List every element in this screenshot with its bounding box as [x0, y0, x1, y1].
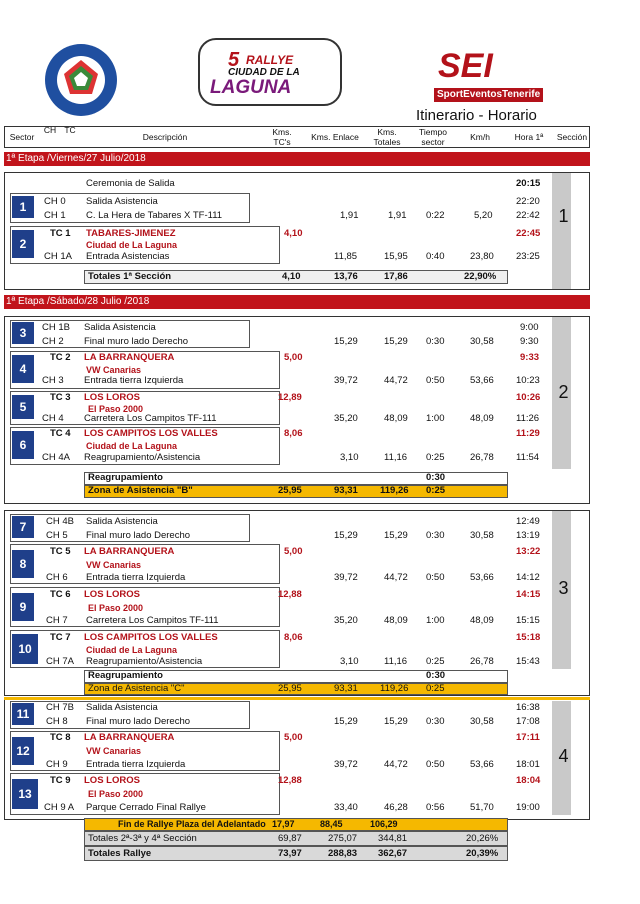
row-hora: 12:49 [516, 516, 540, 527]
row-total: 46,28 [384, 802, 408, 813]
row-total: 44,72 [384, 759, 408, 770]
row-desc: Carretera Los Campitos TF-111 [84, 413, 217, 424]
fin-rallye-total: 106,29 [370, 819, 398, 829]
row-code: TC 3 [50, 392, 71, 403]
totales-234-pct: 20,26% [466, 833, 499, 844]
totales-rallye-enlace: 288,83 [328, 848, 358, 859]
row-kms-tc: 12,88 [278, 589, 302, 600]
row-desc: Salida Asistencia [86, 196, 158, 207]
row-code: CH 1A [44, 251, 72, 262]
row-hora: 14:15 [516, 589, 541, 600]
col-tiempo-1: Tiempo [418, 127, 448, 137]
row-code: CH 5 [46, 530, 68, 541]
row-hora: 14:12 [516, 572, 540, 583]
row-code: CH 8 [46, 716, 68, 727]
row-hora: 13:19 [516, 530, 540, 541]
row-tiempo: 1:00 [426, 413, 445, 424]
row-enlace: 11,85 [334, 251, 358, 262]
row-desc-sub: El Paso 2000 [88, 789, 144, 799]
row-total: 15,29 [384, 336, 408, 347]
row-code: CH 7 [46, 615, 68, 626]
row-total: 15,29 [384, 530, 408, 541]
row-desc-sub: El Paso 2000 [88, 603, 144, 613]
totales-234-enlace: 275,07 [328, 833, 358, 844]
row-hora: 11:54 [516, 452, 540, 463]
row-kmh: 23,80 [470, 251, 494, 262]
row-desc: Parque Cerrado Final Rallye [86, 802, 206, 813]
row-code: CH 9 [46, 759, 68, 770]
section-number: 2 [558, 382, 569, 402]
row-code: TC 5 [50, 546, 71, 557]
fin-rallye-enlace: 88,45 [320, 819, 343, 829]
row-hora: 11:26 [516, 413, 540, 424]
row-desc: Entrada Asistencias [86, 251, 170, 262]
row-desc: Salida Asistencia [86, 702, 158, 713]
row-code: TC 7 [50, 632, 71, 643]
row-tiempo: 0:50 [426, 759, 445, 770]
totales-1-tc: 4,10 [282, 271, 301, 282]
col-descripcion: Descripción [142, 132, 188, 142]
row-code: TC 9 [50, 775, 71, 786]
row-total: 11,16 [384, 452, 408, 463]
row-total: 48,09 [384, 413, 408, 424]
row-tiempo: 0:30 [426, 530, 445, 541]
zona-c-tc: 25,95 [278, 683, 302, 694]
row-kmh: 26,78 [470, 656, 494, 667]
sector-number: 12 [12, 737, 34, 765]
row-code: CH 7A [46, 656, 74, 667]
row-desc: LOS LOROS [84, 392, 140, 403]
col-tiempo-2: sector [421, 137, 445, 147]
totales-234-tc: 69,87 [278, 833, 302, 844]
row-tiempo: 0:30 [426, 336, 445, 347]
row-kms-tc: 5,00 [284, 732, 303, 743]
federation-emblem-icon [38, 42, 124, 118]
row-code: CH 4 [42, 413, 64, 424]
totales-234-label: Totales 2ª-3ª y 4ª Sección [88, 833, 197, 844]
row-code: CH 2 [42, 336, 64, 347]
row-enlace: 33,40 [334, 802, 358, 813]
totales-1-pct: 22,90% [464, 271, 497, 282]
row-enlace: 15,29 [334, 716, 358, 727]
row-hora: 10:26 [516, 392, 541, 403]
row-total: 11,16 [384, 656, 408, 667]
row-enlace: 15,29 [334, 336, 358, 347]
zona-b-enlace: 93,31 [334, 485, 358, 496]
row-hora: 15:18 [516, 632, 541, 643]
col-ch: CH [43, 125, 57, 135]
zona-b-label: Zona de Asistencia "B" [88, 485, 193, 496]
row-desc: LOS LOROS [84, 775, 140, 786]
zona-c-enlace: 93,31 [334, 683, 358, 694]
totales-1-enlace: 13,76 [334, 271, 358, 282]
row-code: CH 9 A [44, 802, 75, 813]
row-desc-sub: El Paso 2000 [88, 404, 144, 414]
fin-rallye-label: Fin de Rallye Plaza del Adelantado [118, 819, 266, 829]
row-enlace: 35,20 [334, 615, 358, 626]
row-code: CH 0 [44, 196, 66, 207]
row-desc: Entrada tierra Izquierda [84, 375, 184, 386]
federation-logo [38, 42, 124, 118]
row-hora: 22:42 [516, 210, 540, 221]
sector-number: 13 [12, 779, 38, 809]
row-hora: 15:43 [516, 656, 540, 667]
row-kms-tc: 5,00 [284, 546, 303, 557]
row-code: TC 4 [50, 428, 71, 439]
totales-rallye-tc: 73,97 [278, 848, 302, 859]
sector-number: 8 [12, 550, 34, 578]
row-code: TC 2 [50, 352, 71, 363]
row-tiempo: 0:25 [426, 452, 445, 463]
row-enlace: 15,29 [334, 530, 358, 541]
row-desc: Final muro lado Derecho [84, 336, 189, 347]
row-desc: LOS CAMPITOS LOS VALLES [84, 632, 218, 643]
row-total: 44,72 [384, 375, 408, 386]
totales-rallye-label: Totales Rallye [88, 848, 152, 859]
row-hora: 13:22 [516, 546, 541, 557]
row-kmh: 48,09 [470, 615, 494, 626]
sector-number: 6 [12, 431, 34, 459]
col-kms-enlace: Kms. Enlace [311, 132, 359, 142]
sector-number: 10 [12, 634, 38, 664]
sector-number: 4 [12, 355, 34, 383]
etapa-1-band: 1ª Etapa /Viernes/27 Julio/2018 [4, 152, 590, 166]
col-kms-totales-1: Kms. [377, 127, 397, 137]
row-code: TC 6 [50, 589, 71, 600]
row-code: CH 6 [46, 572, 68, 583]
row-desc-sub: Ciudad de La Laguna [86, 441, 178, 451]
row-kmh: 5,20 [474, 210, 493, 221]
section-1-label [552, 173, 571, 289]
sector-number: 11 [12, 703, 34, 725]
row-enlace: 3,10 [340, 452, 359, 463]
row-hora: 16:38 [516, 702, 540, 713]
zona-b-tc: 25,95 [278, 485, 302, 496]
row-kmh: 26,78 [470, 452, 494, 463]
row-tiempo: 1:00 [426, 615, 445, 626]
header-row [4, 126, 590, 148]
section-number: 3 [558, 578, 569, 598]
totales-1-label: Totales 1ª Sección [88, 271, 172, 282]
col-kmh: Km/h [470, 132, 490, 142]
doc-title: Itinerario - Horario [416, 107, 537, 124]
row-total: 48,09 [384, 615, 408, 626]
row-tiempo: 0:22 [426, 210, 445, 221]
zona-c-total: 119,26 [380, 683, 409, 694]
row-tiempo: 0:40 [426, 251, 445, 262]
row-code: CH 3 [42, 375, 64, 386]
row-total: 15,95 [384, 251, 408, 262]
row-hora: 17:08 [516, 716, 540, 727]
rally-logo [198, 38, 342, 106]
row-code: TC 8 [50, 732, 71, 743]
row-enlace: 39,72 [334, 759, 358, 770]
row-desc: TABARES-JIMENEZ [86, 228, 176, 239]
row-desc: LA BARRANQUERA [84, 352, 175, 363]
section-number: 1 [558, 206, 569, 226]
row-desc-sub: VW Canarias [86, 365, 142, 375]
totales-rallye-pct: 20,39% [466, 848, 499, 859]
row-desc: Entrada tierra Izquierda [86, 572, 186, 583]
row-kms-tc: 5,00 [284, 352, 303, 363]
row-kmh: 53,66 [470, 759, 494, 770]
row-desc: Final muro lado Derecho [86, 716, 191, 727]
row-kms-tc: 8,06 [284, 428, 303, 439]
row-enlace: 39,72 [334, 572, 358, 583]
row-desc-sub: VW Canarias [86, 560, 142, 570]
zona-c-tiempo: 0:25 [426, 683, 445, 694]
row-code: CH 4B [46, 516, 74, 527]
row-desc: C. La Hera de Tabares X TF-111 [86, 210, 223, 221]
row-hora: 11:29 [516, 428, 540, 439]
col-seccion: Sección [556, 132, 588, 142]
col-sector: Sector [9, 132, 35, 142]
ceremonia-hora: 20:15 [516, 178, 541, 189]
sector-number: 5 [12, 395, 34, 419]
row-total: 44,72 [384, 572, 408, 583]
row-desc-sub: Ciudad de La Laguna [86, 645, 178, 655]
row-desc: LOS LOROS [84, 589, 140, 600]
row-total: 1,91 [388, 210, 407, 221]
row-enlace: 1,91 [340, 210, 359, 221]
row-code: CH 1 [44, 210, 66, 221]
row-tiempo: 0:25 [426, 656, 445, 667]
row-total: 15,29 [384, 716, 408, 727]
reagrupamiento-2-label: Reagrupamiento [88, 472, 163, 483]
row-desc: Reagrupamiento/Asistencia [84, 452, 201, 463]
row-hora: 22:20 [516, 196, 540, 207]
col-kms-totales-2: Totales [373, 137, 401, 147]
row-hora: 22:45 [516, 228, 541, 239]
sei-logo [428, 48, 558, 104]
rally-line2: LAGUNA [210, 77, 292, 98]
row-kmh: 30,58 [470, 530, 494, 541]
row-desc: LA BARRANQUERA [84, 546, 175, 557]
row-desc: Entrada tierra Izquierda [86, 759, 186, 770]
row-kmh: 48,09 [470, 413, 494, 424]
row-kms-tc: 12,88 [278, 775, 302, 786]
row-kmh: 53,66 [470, 375, 494, 386]
row-hora: 9:00 [520, 322, 539, 333]
rally-line1: CIUDAD DE LA [228, 67, 300, 78]
sei-sub-text: SportEventosTenerife [434, 88, 543, 102]
row-desc: LOS CAMPITOS LOS VALLES [84, 428, 218, 439]
totales-234-total: 344,81 [378, 833, 408, 844]
row-code: CH 4A [42, 452, 70, 463]
row-desc: Carretera Los Campitos TF-111 [86, 615, 219, 626]
sector-number: 9 [12, 593, 34, 621]
row-enlace: 39,72 [334, 375, 358, 386]
col-hora: Hora 1ª [514, 132, 544, 142]
row-hora: 17:11 [516, 732, 540, 743]
row-kms-tc: 12,89 [278, 392, 302, 403]
sector-number: 3 [12, 322, 34, 344]
row-hora: 9:30 [520, 336, 539, 347]
row-desc: LA BARRANQUERA [84, 732, 175, 743]
col-tc: TC [64, 125, 76, 135]
section-number: 4 [558, 746, 569, 766]
row-desc-sub: VW Canarias [86, 746, 142, 756]
row-kms-tc: 8,06 [284, 632, 303, 643]
row-hora: 18:04 [516, 775, 541, 786]
row-hora: 19:00 [516, 802, 540, 813]
row-tiempo: 0:56 [426, 802, 445, 813]
row-desc: Reagrupamiento/Asistencia [86, 656, 203, 667]
zona-b-tiempo: 0:25 [426, 485, 446, 496]
rally-word: RALLYE [246, 53, 294, 67]
row-kms-tc: 4,10 [284, 228, 303, 239]
rally-number: 5 [228, 49, 240, 71]
col-kms-tc-1: Kms. [272, 127, 292, 137]
row-code: CH 7B [46, 702, 74, 713]
row-hora: 15:15 [516, 615, 540, 626]
row-desc: Final muro lado Derecho [86, 530, 191, 541]
row-desc: Salida Asistencia [86, 516, 158, 527]
zona-b-total: 119,26 [380, 485, 409, 496]
reagrupamiento-3-label: Reagrupamiento [88, 670, 163, 681]
fin-rallye-tc: 17,97 [272, 819, 295, 829]
row-kmh: 53,66 [470, 572, 494, 583]
sei-text: SEI [438, 47, 493, 85]
row-hora: 10:23 [516, 375, 540, 386]
row-enlace: 35,20 [334, 413, 358, 424]
ceremonia-desc: Ceremonia de Salida [86, 178, 175, 189]
row-tiempo: 0:30 [426, 716, 445, 727]
row-enlace: 3,10 [340, 656, 359, 667]
row-code: CH 1B [42, 322, 70, 333]
reagrupamiento-2-tiempo: 0:30 [426, 472, 446, 483]
zona-c-label: Zona de Asistencia "C" [88, 683, 185, 694]
etapa-2-band: 1ª Etapa /Sábado/28 Julio /2018 [4, 295, 590, 309]
row-hora: 18:01 [516, 759, 540, 770]
row-desc: Salida Asistencia [84, 322, 156, 333]
row-hora: 23:25 [516, 251, 540, 262]
row-hora: 9:33 [520, 352, 540, 363]
sector-number: 7 [12, 516, 34, 538]
totales-1-total: 17,86 [384, 271, 408, 282]
row-tiempo: 0:50 [426, 375, 445, 386]
totales-rallye-total: 362,67 [378, 848, 408, 859]
row-kmh: 51,70 [470, 802, 494, 813]
reagrupamiento-3-tiempo: 0:30 [426, 670, 446, 681]
row-kmh: 30,58 [470, 336, 494, 347]
sector-number: 2 [12, 230, 34, 258]
row-kmh: 30,58 [470, 716, 494, 727]
row-desc-sub: Ciudad de La Laguna [86, 240, 178, 250]
row-tiempo: 0:50 [426, 572, 445, 583]
sector-number: 1 [12, 196, 34, 218]
col-kms-tc-2: TC's [273, 137, 291, 147]
row-code: TC 1 [50, 228, 71, 239]
